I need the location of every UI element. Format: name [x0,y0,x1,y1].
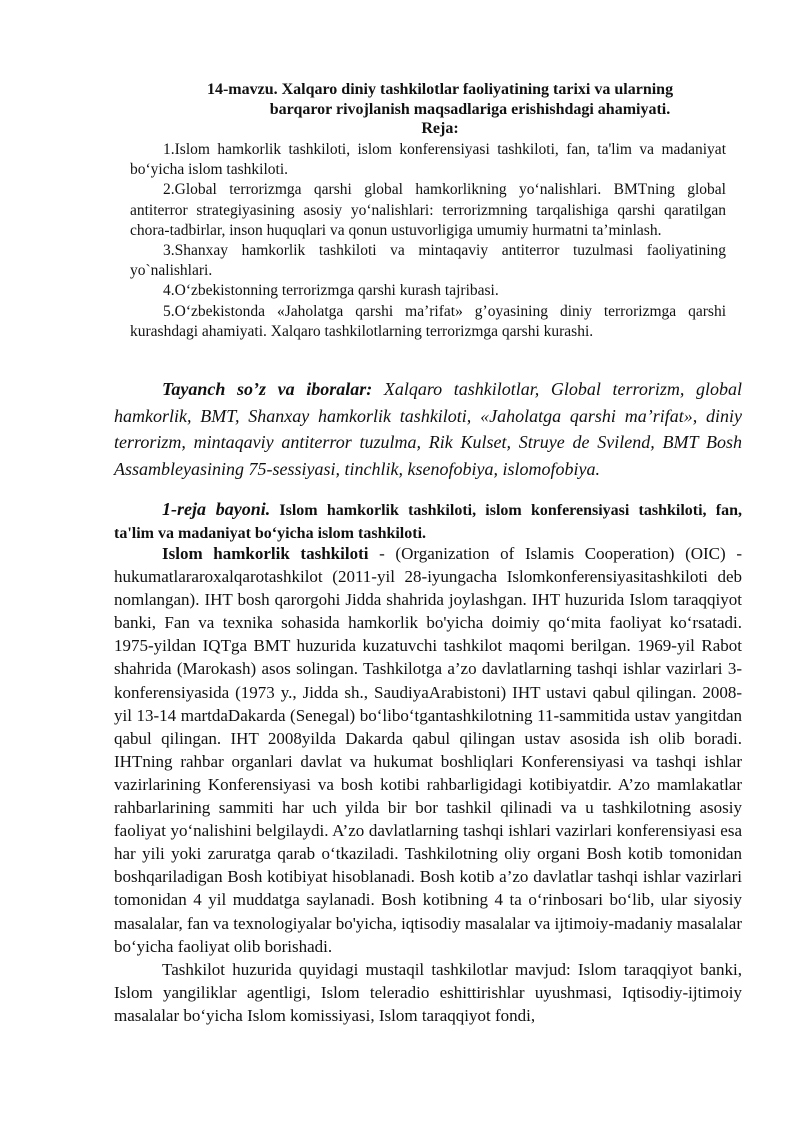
plan-item: 4.O‘zbekistonning terrorizmga qarshi kurash tajribasi. [163,282,499,300]
plan-item: 5.O‘zbekistonda «Jaholatga qarshi ma’rifat» g’oyasining diniy terrorizmga qarshi kurashdagi ahamiyati. Xalqaro tashkilotlarning terrorizmga qarshi kurashi. [130,302,726,340]
keywords-paragraph [114,376,742,482]
paragraph-2: Tashkilot huzurida quyidagi mustaqil tashkilotlar mavjud: Islom taraqqiyot banki, Islom yangiliklar agentligi, Islom teleradio eshittirishlar uyushmasi, Iqtisodiy-ijtimoiy masalalar bo‘yicha Islom komissiyasi, Islom taraqqiyot fondi, [114,959,742,1025]
plan-heading: Reja: [421,120,459,137]
title-line-2: barqaror rivojlanish maqsadlariga erishishdagi ahamiyati. [269,101,671,118]
plan-item: 2.Global terrorizmga qarshi global hamkorlikning yo‘nalishlari. BMTning global antiterror strategiyasining asosiy yo‘nalishlari: terrorizmning tarqalishiga qarshi qaratilgan chora-tadbirlar, inson huquqlari va qonun ustuvorligiga umumiy hurmatni ta’minlash. [130,181,726,239]
plan-item: 3.Shanxay hamkorlik tashkiloti va mintaqaviy antiterror tuzulmasi faoliyatining yo`nalishlari. [130,242,726,280]
paragraph-1-text: - (Organization of Islamis Cooperation) (OIC) - hukumatlararoxalqarotashkilot (2011-yil 28-iyungacha Islomkonferensiyasitashkiloti deb nomlangan). IHT bosh qarorgohi Jidda shahrida joylashgan. IHT huzurida Islom taraqqiyot banki, Fan va texnika sohasida hamkorlik bo'yicha doimiy qo‘mita faoliyat ko‘rsatadi. 1975-yildan IQTga BMT huzurida kuzatuvchi tashkilot maqomi berilgan. 1969-yil Rabot shahrida (Marokash) asos solingan. Tashkilotga a’zo davlatlarning tashqi ishlar vazirlari 3-konferensiyasida (1973 y., Jidda sh., SaudiyaArabistoni) IHT ustavi qabul qilingan. 2008-yil 13-14 martdaDakarda (Senegal) bo‘libo‘tgantashkilotning 11-sammitida ustav yangitdan qabul qilingan. IHT 2008yilda Dakarda qabul qilingan ustav asosida ish olib boradi. IHTning rahbar organlari davlat va hukumat boshliqlari Konferensiyasi va tashqi ishlar vazirlarining Konferensiyasi va bosh kotibi rahbarligidagi kotibiyatdir. A’zo mamlakatlar rahbarlarining sammiti har uch yilda bir bor tashkil qilinadi va u tashkilotning asosiy faoliyat yo‘nalishini belgilaydi. A’zo davlatlarning tashqi ishlari vazirlari konferensiyasi esa har yili yoki zaruratga qarab o‘tkaziladi. Tashkilotning oliy organi Bosh kotib tomonidan boshqariladigan Bosh kotibiyat hisoblanadi. Bosh kotib a’zo davlatlar tashqi ishlar vazirlari tomonidan 4 yil muddatga saylanadi. Bosh kotibning 4 ta o‘rinbosari bo‘lib, ular siyosiy masalalar, fan va texnologiyalar bo'yicha, iqtisodiy masalalar va ijtimoiy-madaniy masalalar bo‘yicha faoliyat olib borishadi. [114,544,742,956]
plan-list [130,140,726,342]
section-title: Islom hamkorlik tashkiloti, islom konferensiyasi tashkiloti, fan, ta'lim va madaniyat bo‘yicha islom tashkiloti. [114,502,742,542]
plan-item: 1.Islom hamkorlik tashkiloti, islom konferensiyasi tashkiloti, fan, ta'lim va madaniyat bo‘yicha islom tashkiloti. [130,141,726,179]
keywords-label: Tayanch so’z va iboralar: [162,379,373,399]
section-label: 1-reja bayoni. [162,499,271,519]
keywords-text: Xalqaro tashkilotlar, Global terrorizm, global hamkorlik, BMT, Shanxay hamkorlik tashkiloti, «Jaholatga qarshi ma’rifat», diniy terrorizm, mintaqaviy antiterror tuzulma, Rik Kulset, Struye de Svilend, BMT Bosh Assambleyasining 75-sessiyasi, tinchlik, ksenofobiya, islomofobiya. [114,379,743,479]
body-text [114,542,742,1027]
title-line-1: 14-mavzu. Xalqaro diniy tashkilotlar faoliyatining tarixi va ularning [206,81,674,98]
paragraph-1-term: Islom hamkorlik tashkiloti [162,544,369,563]
section-heading [114,498,742,545]
document-title [130,80,750,120]
paragraph-1 [114,542,742,958]
